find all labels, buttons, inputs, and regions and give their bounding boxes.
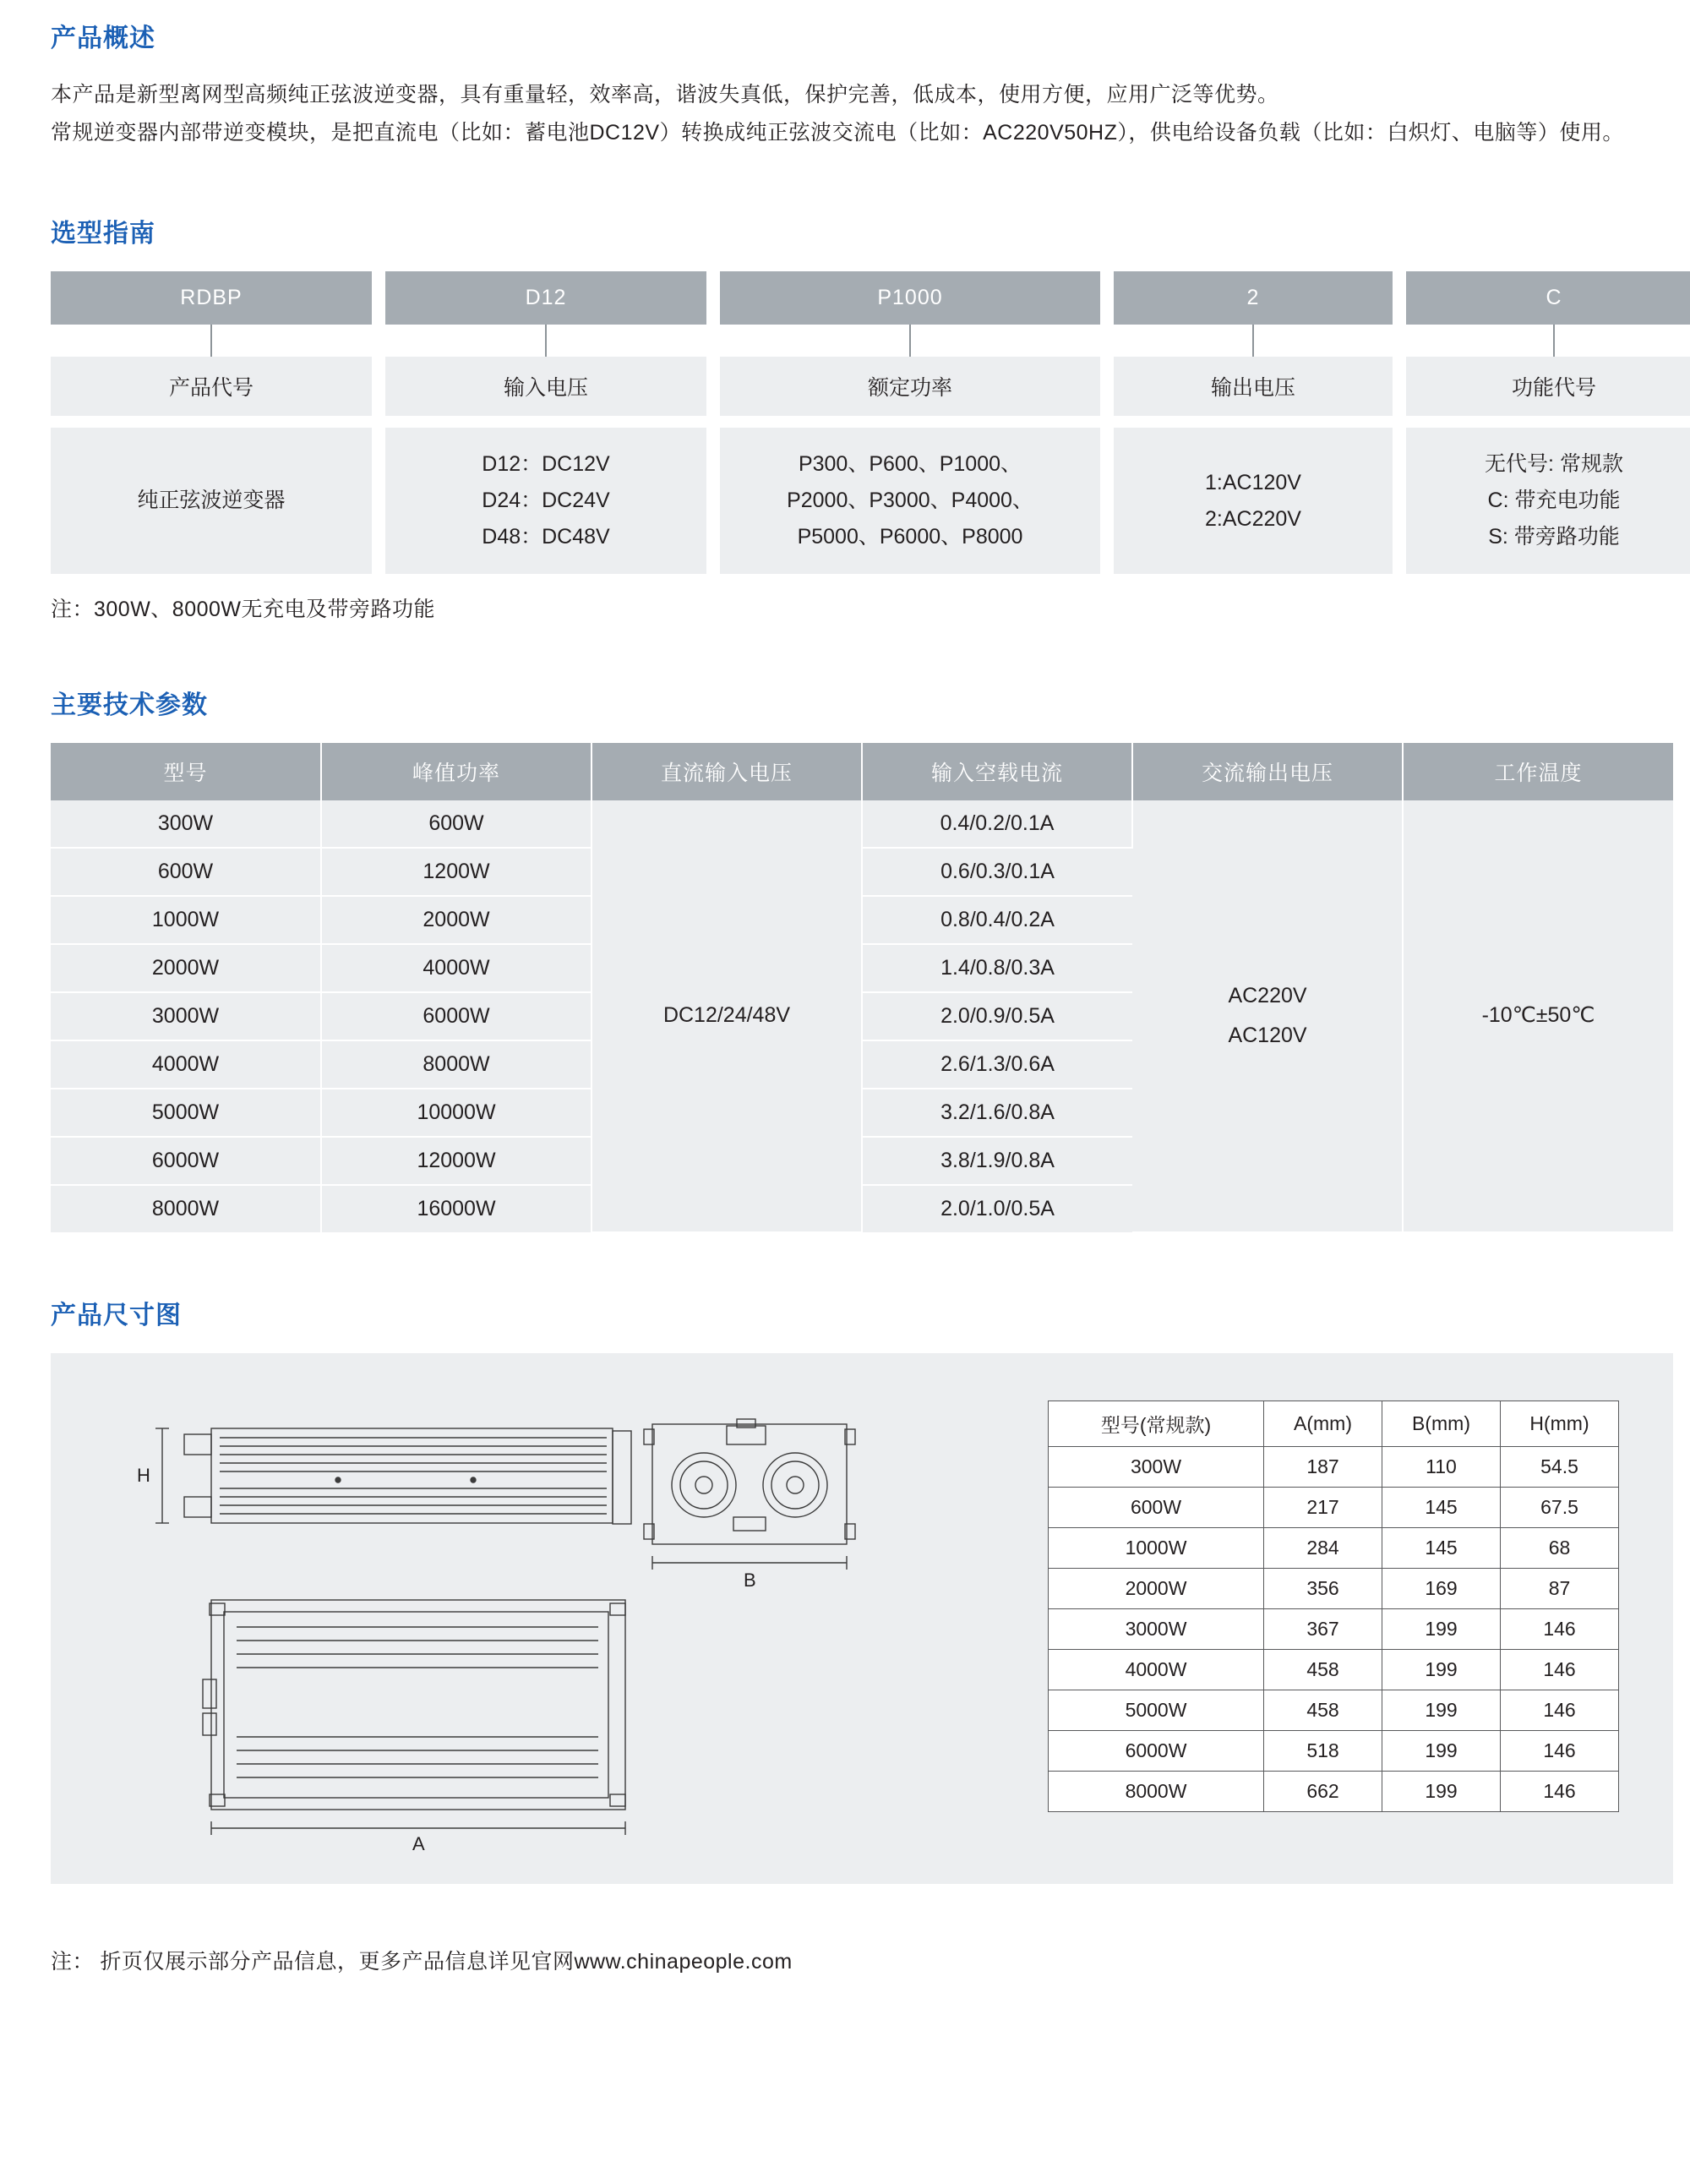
specs-header-peak-power: 峰值功率: [321, 743, 592, 800]
specs-cell-model: 1000W: [51, 896, 321, 944]
specs-cell-ac-output: [1132, 800, 1403, 1232]
selection-gap-2: [1100, 271, 1114, 574]
selection-guide-title: 选型指南: [51, 220, 155, 248]
selection-desc-1: [385, 428, 706, 574]
dimensions-cell-b: 169: [1382, 1569, 1501, 1609]
specs-cell-idle: 2.0/1.0/0.5A: [862, 1185, 1132, 1232]
specs-cell-peak: 1200W: [321, 848, 592, 896]
dimensions-cell-model: 5000W: [1049, 1690, 1264, 1731]
selection-column-product-code: [51, 271, 372, 574]
dimension-label-height: H: [137, 1465, 150, 1486]
dimensions-cell-a: 356: [1264, 1569, 1382, 1609]
dimensions-cell-b: 199: [1382, 1772, 1501, 1812]
table-row: [1049, 1447, 1619, 1488]
dimensions-cell-h: 146: [1501, 1772, 1619, 1812]
specs-cell-peak: 16000W: [321, 1185, 592, 1232]
dimensions-cell-a: 662: [1264, 1772, 1382, 1812]
dimensions-cell-a: 367: [1264, 1609, 1382, 1650]
specs-cell-model: 600W: [51, 848, 321, 896]
dimensions-cell-model: 300W: [1049, 1447, 1264, 1488]
dimensions-header-model: 型号(常规款): [1049, 1401, 1264, 1447]
selection-desc-3-line-0: 1:AC120V: [1205, 470, 1301, 494]
dimensions-header-row: [1049, 1401, 1619, 1447]
overview-title: 产品概述: [51, 25, 155, 52]
specs-cell-peak: 2000W: [321, 896, 592, 944]
dimensions-cell-h: 146: [1501, 1690, 1619, 1731]
overview-body: [51, 76, 1639, 151]
dimensions-cell-a: 518: [1264, 1731, 1382, 1772]
specs-header-temperature: 工作温度: [1403, 743, 1673, 800]
dimensions-cell-b: 145: [1382, 1528, 1501, 1569]
dimension-label-width: B: [744, 1570, 756, 1591]
table-row: [1049, 1772, 1619, 1812]
dimensions-cell-model: 4000W: [1049, 1650, 1264, 1690]
specs-header-ac-output: 交流输出电压: [1132, 743, 1403, 800]
dimension-label-length: A: [412, 1833, 425, 1854]
specs-cell-dc-input: DC12/24/48V: [592, 800, 862, 1232]
selection-desc-0: [51, 428, 372, 574]
dimensions-cell-b: 199: [1382, 1731, 1501, 1772]
selection-desc-4-line-0: 无代号: 常规款: [1485, 452, 1623, 476]
specs-cell-peak: 6000W: [321, 992, 592, 1040]
table-row: [1049, 1488, 1619, 1528]
specs-header-dc-input: 直流输入电压: [592, 743, 862, 800]
specs-cell-peak: 8000W: [321, 1040, 592, 1089]
table-row: [1049, 1609, 1619, 1650]
table-row: [1049, 1528, 1619, 1569]
selection-code-1: D12: [385, 271, 706, 325]
selection-label-2: 额定功率: [720, 357, 1100, 416]
specs-cell-idle: 0.6/0.3/0.1A: [862, 848, 1132, 896]
dimensions-cell-h: 146: [1501, 1650, 1619, 1690]
selection-connector-1: [385, 325, 706, 357]
selection-guide-grid: [51, 271, 1639, 574]
selection-column-output-voltage: [1114, 271, 1393, 574]
dimensions-header-a: A(mm): [1264, 1401, 1382, 1447]
selection-label-3: 输出电压: [1114, 357, 1393, 416]
specs-section: [51, 684, 1639, 1233]
specs-cell-idle: 0.4/0.2/0.1A: [862, 800, 1132, 848]
selection-gap-1: [706, 271, 720, 574]
overview-paragraph-2: 常规逆变器内部带逆变模块，是把直流电（比如：蓄电池DC12V）转换成纯正弦波交流电（比如：AC220V50HZ），供电给设备负载（比如：白炽灯、电脑等）使用。: [51, 120, 1624, 145]
dimensions-header-h: H(mm): [1501, 1401, 1619, 1447]
specs-title: 主要技术参数: [51, 691, 208, 719]
selection-desc-4-line-1: C: 带充电功能: [1487, 489, 1621, 512]
selection-column-input-voltage: [385, 271, 706, 574]
selection-note: 注：300W、8000W无充电及带旁路功能: [51, 598, 436, 621]
selection-desc-3-line-1: 2:AC220V: [1205, 506, 1301, 531]
selection-desc-1-line-0: D12：DC12V: [482, 452, 610, 476]
selection-desc-3: [1114, 428, 1393, 574]
selection-desc-2-line-1: P2000、P3000、P4000、: [787, 489, 1033, 512]
selection-desc-2: [720, 428, 1100, 574]
selection-desc-1-line-1: D24：DC24V: [482, 489, 610, 512]
dimensions-cell-model: 8000W: [1049, 1772, 1264, 1812]
product-drawing: [84, 1382, 1039, 1855]
specs-cell-model: 5000W: [51, 1089, 321, 1137]
specs-cell-model: 300W: [51, 800, 321, 848]
specs-cell-model: 2000W: [51, 944, 321, 992]
specs-cell-idle: 2.0/0.9/0.5A: [862, 992, 1132, 1040]
selection-code-4: C: [1406, 271, 1690, 325]
selection-desc-4: [1406, 428, 1690, 574]
dimensions-cell-model: 1000W: [1049, 1528, 1264, 1569]
dimensions-cell-b: 199: [1382, 1690, 1501, 1731]
specs-cell-temperature: -10℃±50℃: [1403, 800, 1673, 1232]
selection-desc-2-line-2: P5000、P6000、P8000: [797, 525, 1023, 549]
overview-section: [51, 17, 1639, 151]
selection-guide-section: [51, 212, 1639, 623]
selection-desc-0-line-0: 纯正弦波逆变器: [137, 489, 286, 512]
dimensions-cell-b: 110: [1382, 1447, 1501, 1488]
selection-column-rated-power: [720, 271, 1100, 574]
specs-cell-idle: 3.8/1.9/0.8A: [862, 1137, 1132, 1185]
selection-desc-4-line-2: S: 带旁路功能: [1488, 525, 1620, 549]
dimensions-cell-a: 187: [1264, 1447, 1382, 1488]
selection-connector-3: [1114, 325, 1393, 357]
footer-note: 注： 折页仅展示部分产品信息，更多产品信息详见官网www.chinapeople.com: [51, 1950, 793, 1974]
dimensions-cell-h: 54.5: [1501, 1447, 1619, 1488]
dimensions-title: 产品尺寸图: [51, 1302, 182, 1330]
dimensions-cell-h: 87: [1501, 1569, 1619, 1609]
selection-gap-0: [372, 271, 385, 574]
specs-header-row: [51, 743, 1673, 800]
specs-ac-output-line-1: AC220V: [1228, 983, 1307, 1007]
specs-ac-output-line-2: AC120V: [1228, 1024, 1307, 1047]
dimensions-cell-model: 3000W: [1049, 1609, 1264, 1650]
table-row: [51, 800, 1673, 848]
specs-cell-model: 8000W: [51, 1185, 321, 1232]
specs-header-model: 型号: [51, 743, 321, 800]
product-drawing-svg: [84, 1382, 1039, 1855]
dimensions-panel: [51, 1353, 1673, 1884]
dimensions-cell-h: 68: [1501, 1528, 1619, 1569]
specs-cell-idle: 2.6/1.3/0.6A: [862, 1040, 1132, 1089]
specs-cell-idle: 0.8/0.4/0.2A: [862, 896, 1132, 944]
overview-paragraph-1: 本产品是新型离网型高频纯正弦波逆变器，具有重量轻，效率高，谐波失真低，保护完善，低成本，使用方便，应用广泛等优势。: [51, 83, 1279, 106]
selection-desc-1-line-2: D48：DC48V: [482, 525, 610, 549]
dimensions-cell-h: 146: [1501, 1609, 1619, 1650]
dimensions-cell-a: 458: [1264, 1650, 1382, 1690]
specs-cell-peak: 10000W: [321, 1089, 592, 1137]
selection-code-2: P1000: [720, 271, 1100, 325]
dimensions-cell-b: 199: [1382, 1650, 1501, 1690]
specs-table: [51, 743, 1673, 1233]
table-row: [1049, 1690, 1619, 1731]
dimensions-cell-model: 2000W: [1049, 1569, 1264, 1609]
selection-gap-3: [1393, 271, 1406, 574]
table-row: [1049, 1731, 1619, 1772]
table-row: [1049, 1569, 1619, 1609]
dimensions-cell-model: 6000W: [1049, 1731, 1264, 1772]
dimensions-cell-b: 145: [1382, 1488, 1501, 1528]
table-row: [1049, 1650, 1619, 1690]
selection-label-4: 功能代号: [1406, 357, 1690, 416]
dimensions-cell-a: 458: [1264, 1690, 1382, 1731]
specs-cell-peak: 12000W: [321, 1137, 592, 1185]
dimensions-cell-h: 67.5: [1501, 1488, 1619, 1528]
dimensions-cell-b: 199: [1382, 1609, 1501, 1650]
specs-cell-model: 3000W: [51, 992, 321, 1040]
selection-code-0: RDBP: [51, 271, 372, 325]
specs-cell-model: 4000W: [51, 1040, 321, 1089]
dimensions-cell-a: 284: [1264, 1528, 1382, 1569]
dimensions-table-wrap: [1048, 1382, 1619, 1812]
specs-cell-model: 6000W: [51, 1137, 321, 1185]
dimensions-table: [1048, 1400, 1619, 1812]
selection-label-1: 输入电压: [385, 357, 706, 416]
dimensions-cell-h: 146: [1501, 1731, 1619, 1772]
dimensions-cell-model: 600W: [1049, 1488, 1264, 1528]
dimensions-section: [51, 1294, 1639, 1884]
dimensions-header-b: B(mm): [1382, 1401, 1501, 1447]
dimensions-cell-a: 217: [1264, 1488, 1382, 1528]
selection-desc-2-line-0: P300、P600、P1000、: [798, 452, 1022, 476]
specs-cell-peak: 4000W: [321, 944, 592, 992]
selection-connector-0: [51, 325, 372, 357]
specs-cell-idle: 3.2/1.6/0.8A: [862, 1089, 1132, 1137]
selection-column-function-code: [1406, 271, 1690, 574]
selection-label-0: 产品代号: [51, 357, 372, 416]
specs-cell-idle: 1.4/0.8/0.3A: [862, 944, 1132, 992]
specs-header-idle-current: 输入空载电流: [862, 743, 1132, 800]
selection-code-3: 2: [1114, 271, 1393, 325]
selection-connector-4: [1406, 325, 1690, 357]
selection-connector-2: [720, 325, 1100, 357]
specs-cell-peak: 600W: [321, 800, 592, 848]
